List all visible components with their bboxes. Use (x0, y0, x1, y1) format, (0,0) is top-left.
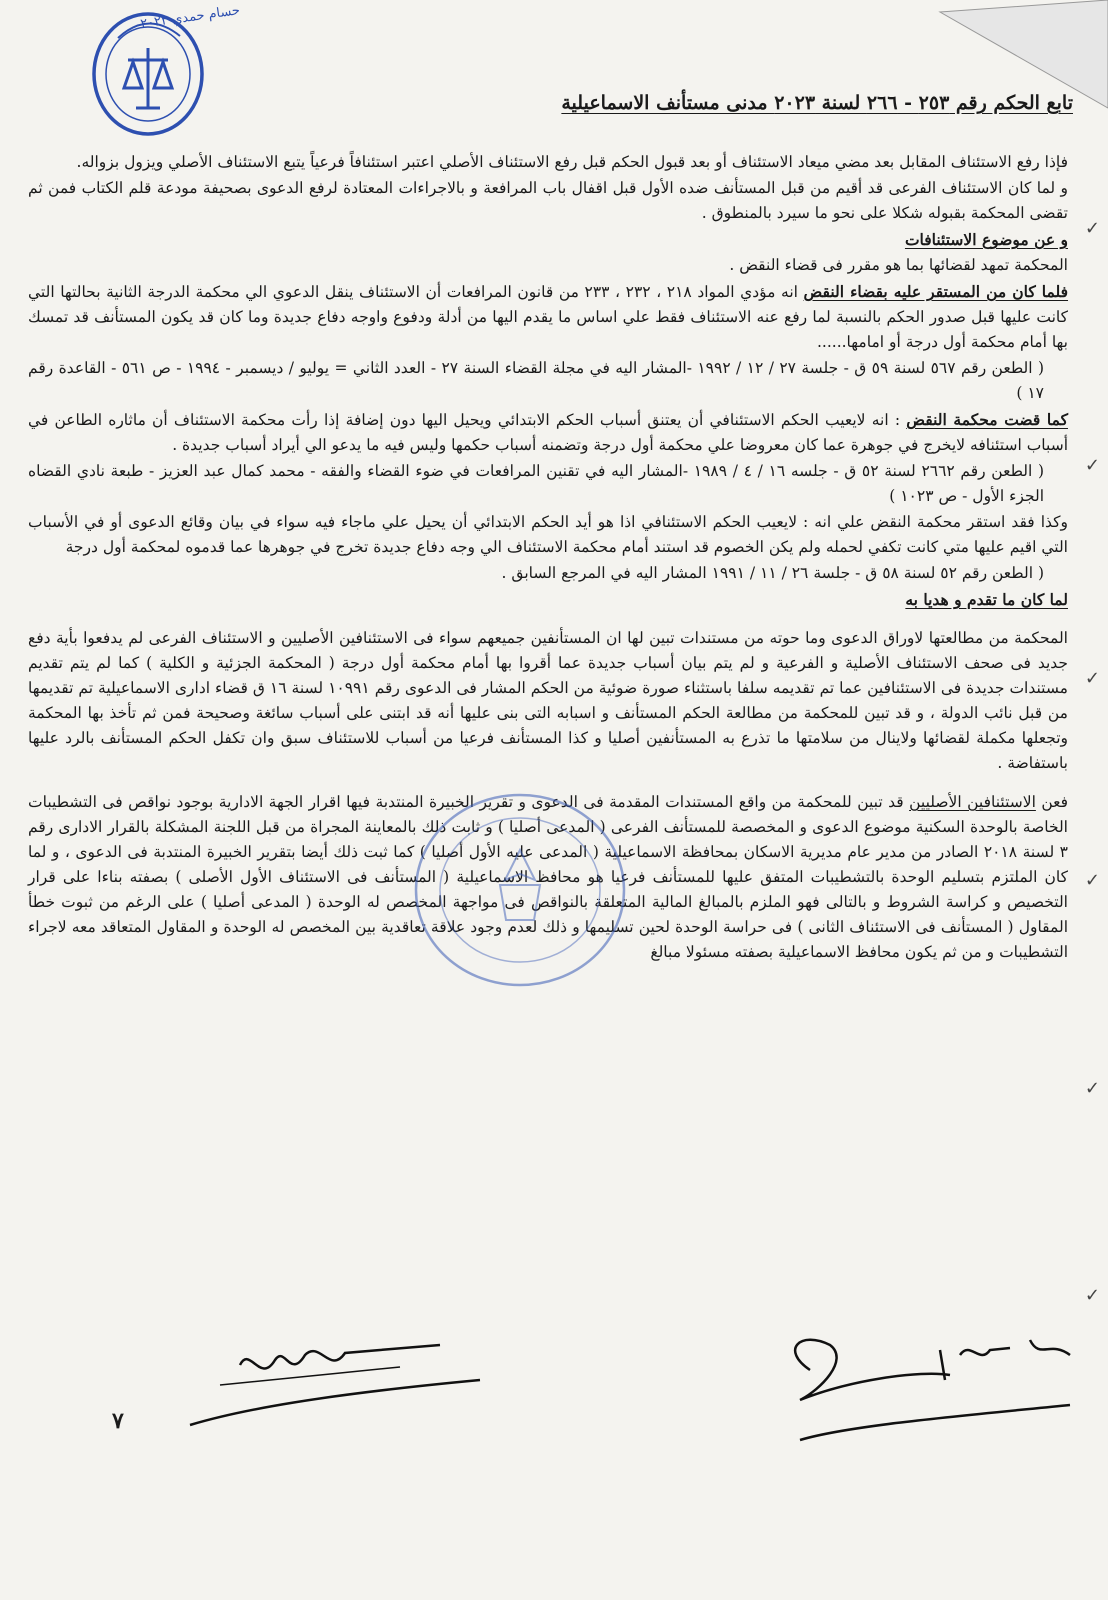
paragraph (28, 407, 1068, 458)
paragraph-text: انه مؤدي المواد ٢١٨ ، ٢٣٢ ، ٢٣٣ من قانون المرافعات أن الاستئناف ينقل الدعوي الي محكمة الدرجة الثانية بحالتها التي كانت عليها قبل صدور الحكم بالنسبة لما رفع عنه الاستئناف فقط علي اساس ما يقدم اليها من أدلة ودفوع واوجه دفاع جديدة وما كان قد يكون المستأنف قد تمسك بها أمام محكمة أول درجة أو امامها...... (28, 283, 1068, 351)
page-number: ٧ (112, 1408, 124, 1434)
paragraph-lead: فعن (1041, 793, 1069, 811)
paragraph-text: : انه لايعيب الحكم الاستئنافي أن يعتنق أسباب الحكم الابتدائي ويحيل اليها دون إضافة إذا رأت محكمة الاستئناف أن ماثاره الطاعن في أسباب استئنافه لايخرج في جوهرة عما كان معروضا علي محكمة أول درجة وتضمنه أسباب حكمها وليس فيه ما يدعو الي أيراد أسباب جديدة . (28, 411, 1068, 454)
citation: ( الطعن رقم ٥٦٧ لسنة ٥٩ ق - جلسة ٢٧ / ١٢ / ١٩٩٢ -المشار اليه في مجلة القضاء السنة ٢٧ - العدد الثاني = يوليو / ديسمبر - ١٩٩٤ - ص ٥٦١ - القاعدة رقم ١٧ ) (28, 359, 1045, 402)
page-heading: تابع الحكم رقم ٢٥٣ - ٢٦٦ لسنة ٢٠٢٣ مدنى مستأنف الاسماعيلية (561, 92, 1073, 114)
citation: ( الطعن رقم ٢٦٦٢ لسنة ٥٢ ق - جلسه ١٦ / ٤ / ١٩٨٩ -المشار اليه في تقنين المرافعات في ضوء القضاء والفقه - محمد كمال عبد العزيز - طبعة نادي القضاه الجزء الأول - ص ١٠٢٣ ) (28, 462, 1045, 505)
paragraph (28, 279, 1068, 355)
paragraph: وكذا فقد استقر محكمة النقض علي انه : لايعيب الحكم الاستئنافي اذا هو أيد الحكم الابتدائي أن يحيل علي ماجاء فيه سواء في بيان وقائع الدعوى أو في الأسباب التي اقيم عليها متي كانت تكفي لحمله ولم يكن الخصوم قد استند أمام محكمة الاستئناف الي وجه دفاع جديدة تخرج في جوهرها عما قدموه لمحكمة أول درجة (28, 513, 1068, 556)
margin-mark: ✓ (1084, 668, 1100, 689)
margin-mark: ✓ (1084, 218, 1100, 239)
court-seal-middle (410, 790, 630, 990)
paragraph: فإذا رفع الاستئناف المقابل بعد مضي ميعاد الاستئناف أو بعد قبول الحكم قبل رفع الاستئناف الأصلي اعتبر استئنافاً فرعياً يتبع الاستئناف الأصلي ويزول بزواله. (76, 153, 1068, 171)
margin-mark: ✓ (1084, 455, 1100, 476)
paragraph: المحكمة تمهد لقضائها بما هو مقرر فى قضاء النقض . (729, 256, 1068, 274)
margin-mark: ✓ (1084, 1078, 1100, 1099)
paragraph-lead: فلما كان من المستقر عليه بقضاء النقض (803, 282, 1069, 301)
margin-mark: ✓ (1084, 1285, 1100, 1306)
paragraph: المحكمة من مطالعتها لاوراق الدعوى وما حوته من مستندات تبين لها ان المستأنفين جميعهم سواء فى الاستئنافين الأصليين و الاستئناف الفرعى لم يدفعوا بأية دفع جديد فى صحف الاستئناف الأصلية و الفرعية و لم يتم بيان أسباب جديدة عما أقروا بها أمام محكمة أول درجة ( المحكمة الجزئية و الكلية ) كما لم يتم تقديم مستندات جديدة فى الاستئنافين عما تم تقديمه سلفا باستثناء صورة ضوئية من الحكم المشار فى الدعوى رقم ١٠٩٩١ لسنة ١٦ ق قضاء ادارى الاسماعيلية تم تقديمها من قبل نائب الدولة ، و قد تبين للمحكمة من مطالعة الحكم المستأنف و اسبابه التى بنى عليها أنه قد ابتنى على أسباب سائغة وصحيحة فمن ثم تأخذ بها المحكمة وتجعلها مكملة لقضائها ولاينال من سلامتها ما تذرع به المستأنفين أصليا و كذا المستأنف فرعيا من أسباب للاستئناف سبق وان تكفل الحكم المستأنف بالرد عليها باستفاضة . (28, 629, 1068, 772)
signature-right (770, 1310, 1090, 1470)
signature-left (180, 1325, 500, 1445)
margin-mark: ✓ (1084, 870, 1100, 891)
section-subheading: و عن موضوع الاستئنافات (904, 230, 1068, 249)
paragraph: و لما كان الاستئناف الفرعى قد أقيم من قبل المستأنف ضده الأول قبل اقفال باب المرافعة و بالاجراءات المعتادة لرفع الدعوى بصحيفة مودعة قلم الكتاب فمن ثم تقضى المحكمة بقبوله شكلا على نحو ما سيرد بالمنطوق . (28, 179, 1068, 222)
paragraph-lead: كما قضت محكمة النقض (906, 410, 1068, 429)
paragraph-text: قد تبين للمحكمة من واقع المستندات المقدمة فى الدعوى و تقرير الخبيرة المنتدبة فيها اقرار الجهة الادارية بوجود نواقص فى التشطيبات الخاصة بالوحدة السكنية موضوع الدعوى و المخصصة للمستأنف الفرعى ( المدعى أصليا ) و ثابت ذلك بالمعاينة المجراة من قبل اللجنة المشكلة بالقرار الادارى رقم ٣ لسنة ٢٠١٨ الصادر من مدير عام مديرية الاسكان بمحافظة الاسماعيلية ( المدعى عليه الأول أصليا ) كما ثبت ذلك أيضا بتقرير الخبيرة المنتدبة فى الدعوى ، و لما كان الملتزم بتسليم الوحدة بالتشطيبات المتفق عليها للمستأنف فرعيا هو محافظ الاسماعيلية ( المستأنف فى الاستئناف الأول الأصلى ) بصفته بناءا على قرار التخصيص و كراسة الشروط و بالتالى فهو الملزم بالمبالغ المالية المتعلقة بالنواقص فى مواجهة المخصص له الوحدة ( المدعى أصليا ) على الرغم من ثبوت خطأ المقاول ( المستأنف فى الاستئناف الثانى ) فى حراسة الوحدة لحين تسليمها و ذلك لعدم وجود علاقة تعاقدية بين المخصص له الوحدة و المقاول المتعاقد معه لاجراء التشطيبات و من ثم يكون محافظ الاسماعيلية بصفته مسئولا مبالغ (28, 793, 1068, 961)
paragraph-underlined: الاستئنافين الأصليين (909, 793, 1036, 811)
seal-text: حسام حمدي ٢٠٢٣ (139, 3, 241, 32)
citation: ( الطعن رقم ٥٢ لسنة ٥٨ ق - جلسة ٢٦ / ١١ / ١٩٩١ المشار اليه في المرجع السابق . (501, 564, 1044, 582)
section-subheading: لما كان ما تقدم و هديا به (905, 590, 1068, 609)
